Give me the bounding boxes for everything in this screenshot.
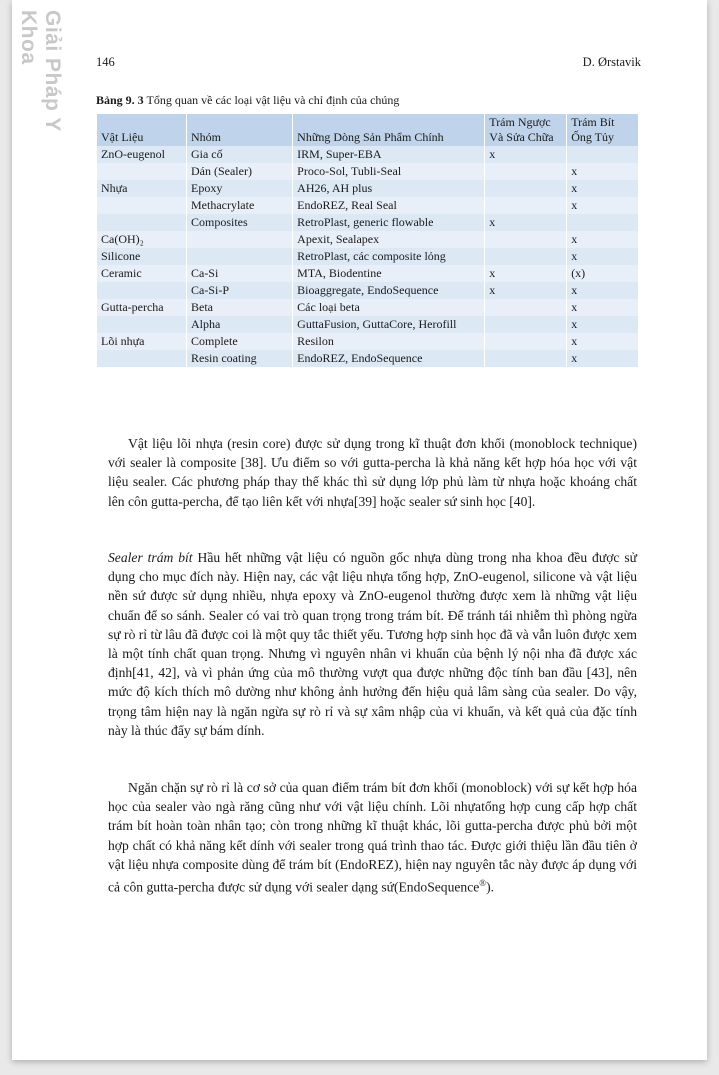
- table-cell: [97, 214, 187, 231]
- table-cell: Beta: [186, 299, 292, 316]
- paragraph-sealer: [108, 548, 637, 740]
- table-cell: Complete: [186, 333, 292, 350]
- paragraph-monoblock: [108, 778, 637, 897]
- table-cell: x: [485, 146, 567, 163]
- table-cell: Nhựa: [97, 180, 187, 197]
- table-caption: [96, 93, 641, 108]
- table-header-cell: Những Dòng Sản Phẩm Chính: [293, 114, 485, 146]
- table-cell: Silicone: [97, 248, 187, 265]
- table-cell: Resilon: [293, 333, 485, 350]
- table-cell: EndoREZ, Real Seal: [293, 197, 485, 214]
- table-cell: x: [567, 333, 638, 350]
- table-cell: Epoxy: [186, 180, 292, 197]
- table-cell: RetroPlast, generic flowable: [293, 214, 485, 231]
- table-cell: MTA, Biodentine: [293, 265, 485, 282]
- table-cell: x: [567, 180, 638, 197]
- table-header-cell: Trám Bít Ống Tủy: [567, 114, 638, 146]
- table-row: [97, 197, 639, 214]
- table-cell: [186, 231, 292, 248]
- table-cell: [186, 248, 292, 265]
- table-cell: Ca(OH)₂: [97, 231, 187, 248]
- table-cell: x: [485, 265, 567, 282]
- paragraph-monoblock-end: ).: [486, 879, 495, 895]
- running-header: [96, 55, 641, 70]
- paragraph-sealer-body: Hầu hết những vật liệu có nguồn gốc nhựa dùng trong nha khoa đều được sử dụng cho mục đích này. Hiện nay, các vật liệu nhựa tổng hợp, ZnO-eugenol, silicone và vật liệu nền sứ được sử dụng nhiều, nhựa epoxy và ZnO-eugenol thường được xem là những vật liệu chuẩn để so sánh. Sealer có vai trò quan trọng trong trám bít. Để tránh tái nhiễm thì phòng ngừa sự rò rỉ từ lâu đã được coi là một quy tắc thiết yếu. Tương hợp sinh học đã và vẫn luôn được xem là một tính chất quan trọng. Nhưng vì nguyên nhân vi khuẩn của bệnh lý nội nha đã được xác định[41, 42], và vì phản ứng của mô thường vượt qua được những độc tính ban đầu [43], nên mức độ kích thích mô dường như không ảnh hưởng đến hiệu quả lâm sàng của sealer. Do vậy, trọng tâm hiện nay là ngăn ngừa sự rò rỉ và sự xâm nhập của vi khuẩn, và kết quả của đặc tính này là thúc đẩy sự bám dính.: [108, 550, 638, 738]
- table-row: [97, 282, 639, 299]
- table-cell: x: [485, 214, 567, 231]
- table-cell: EndoREZ, EndoSequence: [293, 350, 485, 367]
- table-cell: x: [567, 248, 638, 265]
- paragraph-resin-core: Vật liệu lõi nhựa (resin core) được sử dụng trong kĩ thuật đơn khối (monoblock technique) với sealer là composite [38]. Ưu điểm so với gutta-percha là khả năng kết hợp hóa học với vật liệu sealer. Các phương pháp thay thế khác thì sử dụng lớp phủ làm từ nhựa hoặc khoáng chất lên côn gutta-percha, để tạo liên kết với nhựa[39] hoặc sealer sứ sinh học [40].: [108, 436, 637, 509]
- registered-mark: ®: [479, 878, 487, 889]
- table-cell: Bioaggregate, EndoSequence: [293, 282, 485, 299]
- table-row: [97, 180, 639, 197]
- table-cell: [485, 333, 567, 350]
- watermark: [17, 10, 64, 180]
- table-cell: Dán (Sealer): [186, 163, 292, 180]
- table-row: [97, 265, 639, 282]
- table-cell: x: [485, 282, 567, 299]
- document-page: [12, 0, 707, 1060]
- table-cell: Ceramic: [97, 265, 187, 282]
- materials-table: [96, 114, 638, 367]
- table-row: [97, 248, 639, 265]
- table-cell: RetroPlast, các composite lỏng: [293, 248, 485, 265]
- table-cell: x: [567, 197, 638, 214]
- table-cell: Resin coating: [186, 350, 292, 367]
- table-row: [97, 350, 639, 367]
- table-cell: x: [567, 316, 638, 333]
- table-header-cell: Nhóm: [186, 114, 292, 146]
- table-cell: x: [567, 350, 638, 367]
- table-cell: x: [567, 231, 638, 248]
- watermark-text: Giải Pháp Y Khoa: [17, 10, 64, 132]
- table-cell: [485, 180, 567, 197]
- table-caption-label: Bảng 9. 3: [96, 93, 144, 107]
- table-cell: Proco-Sol, Tubli-Seal: [293, 163, 485, 180]
- table-cell: [97, 163, 187, 180]
- table-row: [97, 214, 639, 231]
- table-cell: Ca-Si: [186, 265, 292, 282]
- page-number: 146: [96, 55, 115, 69]
- table-cell: [485, 316, 567, 333]
- table-cell: Methacrylate: [186, 197, 292, 214]
- table-cell: [567, 214, 638, 231]
- table-cell: [97, 350, 187, 367]
- table-row: [97, 316, 639, 333]
- table-row: [97, 333, 639, 350]
- table-cell: [485, 299, 567, 316]
- table-header-cell: Vật Liệu: [97, 114, 187, 146]
- table-cell: IRM, Super-EBA: [293, 146, 485, 163]
- table-cell: [97, 197, 187, 214]
- table-cell: Gutta-percha: [97, 299, 187, 316]
- table-row: [97, 146, 639, 163]
- table-cell: [485, 350, 567, 367]
- table-cell: Ca-Si-P: [186, 282, 292, 299]
- table-caption-text: Tổng quan về các loại vật liệu và chỉ định của chúng: [146, 93, 400, 107]
- author-name: D. Ørstavik: [582, 55, 641, 69]
- table-cell: Alpha: [186, 316, 292, 333]
- table-row: [97, 231, 639, 248]
- table-row: [97, 299, 639, 316]
- table-cell: Apexit, Sealapex: [293, 231, 485, 248]
- table-header-row: [97, 114, 639, 146]
- table-cell: x: [567, 163, 638, 180]
- table-cell: AH26, AH plus: [293, 180, 485, 197]
- paragraph-sealer-lead: Sealer trám bít: [108, 550, 193, 565]
- table-cell: (x): [567, 265, 638, 282]
- paragraph-monoblock-body: Ngăn chặn sự rò rỉ là cơ sở của quan điểm trám bít đơn khối (monoblock) với sự kết hợp hóa học của sealer vào ngà răng cũng như với vật liệu chính. Lõi nhựatổng hợp cung cấp hợp chất trám bít hoàn toàn nhân tạo; còn trong những kĩ thuật khác, lõi gutta-percha được phủ bởi một hợp chất có khả năng kết dính với sealer trong quá trình thao tác. Được giới thiệu lần đầu tiên ở vật liệu nhựa composite dùng để trám bít (EndoREZ), hiện nay nguyên tắc này được áp dụng với cả côn gutta-percha được sử dụng với sealer dạng sứ(EndoSequence: [108, 780, 637, 895]
- table-cell: x: [567, 282, 638, 299]
- table-cell: ZnO-eugenol: [97, 146, 187, 163]
- table-cell: [485, 231, 567, 248]
- table-cell: [485, 163, 567, 180]
- table-row: [97, 163, 639, 180]
- table-cell: Các loại beta: [293, 299, 485, 316]
- table-header-cell: Trám Ngược Và Sửa Chữa: [485, 114, 567, 146]
- table-cell: [485, 197, 567, 214]
- table-cell: Lõi nhựa: [97, 333, 187, 350]
- table-cell: x: [567, 299, 638, 316]
- table-cell: Gia cố: [186, 146, 292, 163]
- table-cell: [485, 248, 567, 265]
- table-cell: GuttaFusion, GuttaCore, Herofill: [293, 316, 485, 333]
- table-body: [97, 146, 639, 367]
- table-cell: [567, 146, 638, 163]
- table-cell: [97, 316, 187, 333]
- table-cell: [97, 282, 187, 299]
- table-cell: Composites: [186, 214, 292, 231]
